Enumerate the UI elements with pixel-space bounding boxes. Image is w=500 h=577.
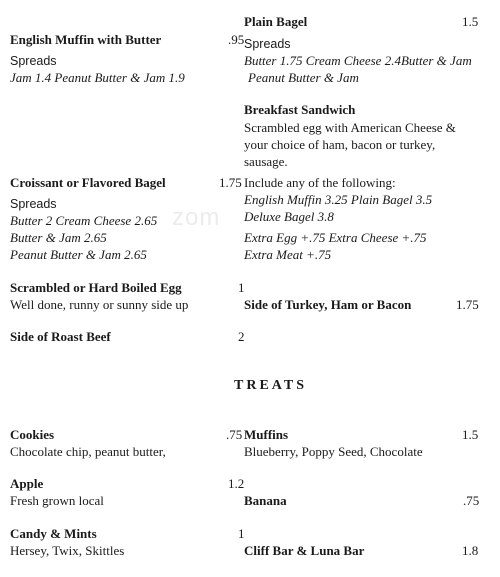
spreads-label: Spreads [10, 54, 57, 68]
item-desc-egg: Well done, runny or sunny side up [10, 297, 189, 312]
item-name-apple: Apple [10, 476, 44, 491]
option-line: English Muffin 3.25 Plain Bagel 3.5 [244, 192, 433, 207]
item-price-banana: .75 [463, 493, 480, 508]
include-label: Include any of the following: [244, 175, 396, 190]
item-name-banana: Banana [244, 493, 287, 508]
item-price-plain-bagel: 1.5 [462, 14, 479, 29]
item-desc-line: sausage. [244, 154, 288, 169]
section-heading-treats: TREATS [234, 378, 307, 393]
option-line: Extra Meat +.75 [244, 247, 332, 262]
item-name-candy: Candy & Mints [10, 526, 97, 541]
item-price-side-turkey: 1.75 [456, 297, 479, 312]
item-desc-apple: Fresh grown local [10, 493, 104, 508]
spreads-line: Butter 1.75 Cream Cheese 2.4Butter & Jam [244, 53, 472, 68]
item-name-breakfast-sandwich: Breakfast Sandwich [244, 102, 356, 117]
item-desc-line: your choice of ham, bacon or turkey, [244, 137, 436, 152]
item-name-roast-beef: Side of Roast Beef [10, 329, 111, 344]
item-name-croissant: Croissant or Flavored Bagel [10, 175, 166, 190]
item-desc-line: Scrambled egg with American Cheese & [244, 120, 456, 135]
watermark: zom [172, 204, 221, 231]
item-price-cliff-bar: 1.8 [462, 543, 479, 558]
spreads-line: Butter & Jam 2.65 [10, 230, 107, 245]
option-line: Deluxe Bagel 3.8 [244, 209, 334, 224]
item-price-apple: 1.2 [228, 476, 245, 491]
item-price-roast-beef: 2 [238, 329, 245, 344]
item-price-muffins: 1.5 [462, 427, 479, 442]
item-name-plain-bagel: Plain Bagel [244, 14, 308, 29]
item-price-cookies: .75 [226, 427, 243, 442]
item-name-muffins: Muffins [244, 427, 289, 442]
item-name-english-muffin: English Muffin with Butter [10, 32, 162, 47]
item-price-candy: 1 [238, 526, 245, 541]
item-desc-cookies: Chocolate chip, peanut butter, [10, 444, 166, 459]
spreads-line: Peanut Butter & Jam [248, 70, 359, 85]
item-name-egg: Scrambled or Hard Boiled Egg [10, 280, 182, 295]
spreads-line: Butter 2 Cream Cheese 2.65 [10, 213, 158, 228]
item-name-cookies: Cookies [10, 427, 55, 442]
item-price-croissant: 1.75 [219, 175, 242, 190]
spreads-label: Spreads [244, 37, 291, 51]
spreads-line: Jam 1.4 Peanut Butter & Jam 1.9 [10, 70, 185, 85]
item-name-cliff-bar: Cliff Bar & Luna Bar [244, 543, 365, 558]
spreads-line: Peanut Butter & Jam 2.65 [10, 247, 147, 262]
item-price-egg: 1 [238, 280, 245, 295]
item-desc-muffins: Blueberry, Poppy Seed, Chocolate [244, 444, 423, 459]
item-name-side-turkey: Side of Turkey, Ham or Bacon [244, 297, 412, 312]
item-desc-candy: Hersey, Twix, Skittles [10, 543, 125, 558]
spreads-label: Spreads [10, 197, 57, 211]
item-price-english-muffin: .95 [228, 32, 245, 47]
option-line: Extra Egg +.75 Extra Cheese +.75 [244, 230, 427, 245]
